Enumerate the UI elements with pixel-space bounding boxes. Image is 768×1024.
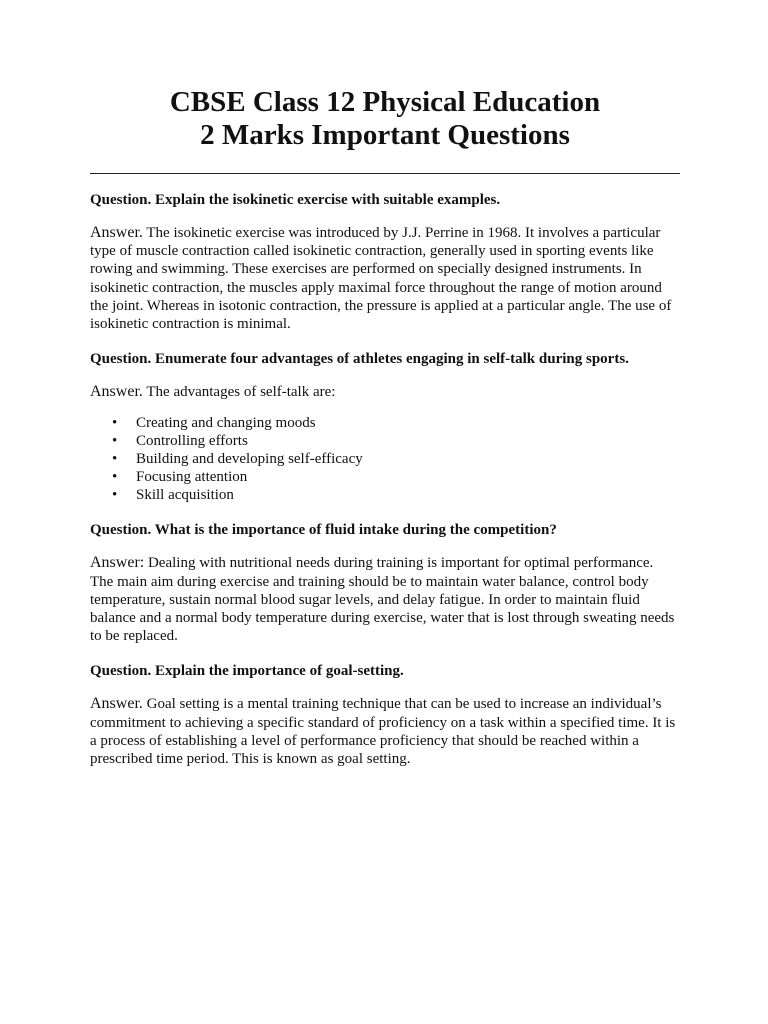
bullet-icon: • <box>112 469 118 486</box>
list-item-text: Controlling efforts <box>136 433 248 450</box>
bullet-icon: • <box>112 487 118 504</box>
question-heading: Question. What is the importance of fluid intake during the competition? <box>90 522 557 539</box>
list-item-text: Building and developing self-efficacy <box>136 451 363 468</box>
question-heading: Question. Explain the importance of goal-setting. <box>90 663 404 680</box>
answer-label: Answer: <box>90 554 145 572</box>
list-item <box>112 486 680 504</box>
qa-block-isokinetic <box>90 191 680 333</box>
list-item <box>112 414 680 432</box>
answer-label: Answer. <box>90 695 143 713</box>
answer-label: Answer. <box>90 383 143 401</box>
answer-text: The isokinetic exercise was introduced by J.J. Perrine in 1968. It involves a particular type of muscle contraction called isokinetic contraction, generally used in sporting events like rowing and swimming. These exercises are performed on specially designed instruments. In isokinetic contraction, the muscles apply maximal force throughout the range of motion around the joint. Whereas in isotonic contraction, the pressure is applied at a particular angle. The use of isokinetic contraction is minimal. <box>90 225 672 333</box>
qa-block-fluid-intake <box>90 521 680 645</box>
answer-label: Answer. <box>90 224 143 241</box>
title-line-2: 2 Marks Important Questions <box>200 119 570 151</box>
advantages-list <box>90 414 680 504</box>
question-heading: Question. Enumerate four advantages of athletes engaging in self-talk during sports. <box>90 351 629 368</box>
document-title <box>90 86 680 152</box>
answer-text: The advantages of self-talk are: <box>142 384 336 401</box>
bullet-icon: • <box>112 415 118 432</box>
answer-paragraph <box>90 554 680 645</box>
title-line-1: CBSE Class 12 Physical Education <box>169 86 601 118</box>
question-heading: Question. Explain the isokinetic exercise with suitable examples. <box>90 192 501 208</box>
qa-block-goal-setting <box>90 662 680 768</box>
answer-text: Dealing with nutritional needs during training is important for optimal performance. The main aim during exercise and training should be to maintain water balance, control body temperature, sustain normal blood sugar levels, and delay fatigue. In order to maintain fluid balance and a normal body temperature during exercise, water that is lost through sweating needs to be replaced. <box>90 555 675 645</box>
qa-block-self-talk <box>90 350 680 504</box>
list-item-text: Creating and changing moods <box>136 415 316 432</box>
list-item-text: Focusing attention <box>136 469 248 486</box>
list-item <box>112 432 680 450</box>
bullet-icon: • <box>112 433 118 450</box>
answer-text: Goal setting is a mental training technique that can be used to increase an individual’s commitment to achieving a specific standard of proficiency on a task within a specified time. It is a process of establishing a level of performance proficiency that should be reached within a prescribed time period. This is known as goal setting. <box>90 696 676 768</box>
answer-paragraph <box>90 695 680 768</box>
title-divider <box>90 173 680 174</box>
list-item-text: Skill acquisition <box>136 487 234 504</box>
list-item <box>112 468 680 486</box>
bullet-icon: • <box>112 451 118 468</box>
answer-paragraph <box>90 383 680 401</box>
answer-paragraph <box>90 224 680 333</box>
list-item <box>112 450 680 468</box>
